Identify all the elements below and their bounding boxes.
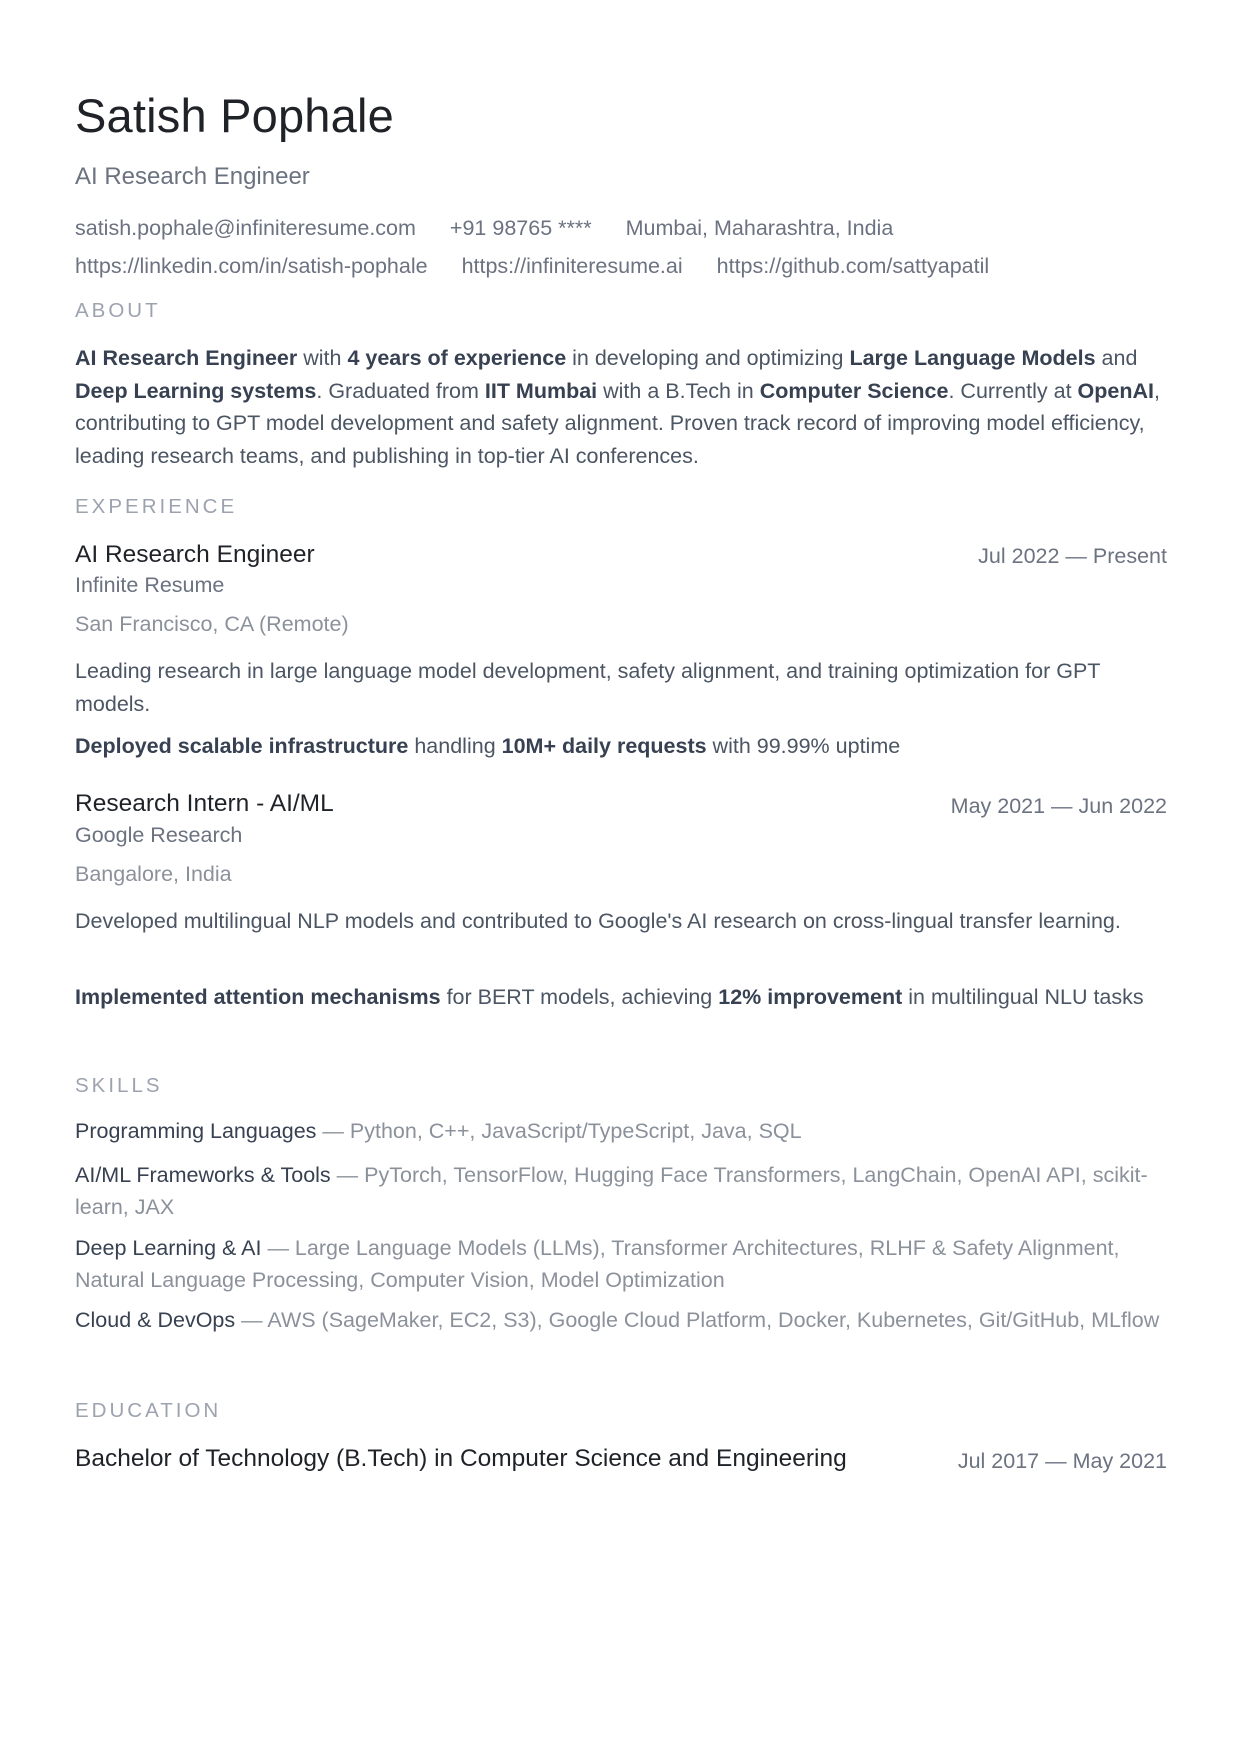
body-text: handling: [408, 734, 502, 758]
emphasis-text: 12% improvement: [718, 985, 903, 1009]
skill-category: Cloud & DevOps: [75, 1308, 236, 1332]
skill-values: AWS (SageMaker, EC2, S3), Google Cloud Platform, Docker, Kubernetes, Git/GitHub, MLflow: [267, 1308, 1160, 1332]
about-paragraph: [75, 342, 1167, 472]
skill-separator: —: [235, 1308, 268, 1332]
job-summary: Leading research in large language model development, safety alignment, and training optimization for GPT models.: [75, 659, 1101, 716]
contact-row-primary: [75, 216, 927, 241]
body-text: with a B.Tech in: [597, 378, 760, 403]
section-title-education: EDUCATION: [75, 1399, 222, 1422]
email-link[interactable]: satish.pophale@infiniteresume.com: [75, 216, 416, 240]
skill-item: [75, 1233, 1167, 1296]
emphasis-text: IIT Mumbai: [484, 378, 598, 403]
emphasis-text: Computer Science: [759, 378, 949, 403]
emphasis-text: AI Research Engineer: [75, 346, 298, 370]
body-text: with: [297, 346, 348, 370]
body-text: , contributing to GPT model development and safety alignment. Proven track record of improving model efficiency, leading research teams, and publishing in top-tier AI conferences.: [75, 378, 1160, 468]
skill-category: Deep Learning & AI: [75, 1236, 262, 1260]
location-text: Mumbai, Maharashtra, India: [625, 216, 894, 240]
job-title: Research Intern - AI/ML: [75, 790, 334, 817]
skill-values: Large Language Models (LLMs), Transformer Architectures, RLHF & Safety Alignment, Natural Language Processing, Computer Vision, Model Optimization: [75, 1236, 1120, 1292]
job-title: AI Research Engineer: [75, 541, 315, 568]
body-text: with 99.99% uptime: [706, 734, 901, 758]
body-text: . Currently at: [948, 378, 1078, 403]
emphasis-text: Deployed scalable infrastructure: [75, 734, 409, 758]
section-title-about: ABOUT: [75, 299, 161, 322]
section-title-experience: EXPERIENCE: [75, 495, 238, 518]
body-text: and: [1095, 346, 1138, 370]
skill-separator: —: [316, 1119, 350, 1143]
emphasis-text: Implemented attention mechanisms: [75, 985, 441, 1009]
job-location: San Francisco, CA (Remote): [75, 612, 349, 636]
skill-category: Programming Languages: [75, 1119, 317, 1143]
body-text: in developing and optimizing: [566, 346, 850, 370]
github-link[interactable]: https://github.com/sattyapatil: [716, 254, 990, 278]
skill-separator: —: [261, 1236, 295, 1260]
skill-category: AI/ML Frameworks & Tools: [75, 1163, 331, 1187]
emphasis-text: 10M+ daily requests: [501, 734, 707, 758]
job-company: Infinite Resume: [75, 573, 225, 597]
phone-text: +91 98765 ****: [449, 216, 592, 240]
candidate-role: AI Research Engineer: [75, 163, 310, 190]
job-date: May 2021 — Jun 2022: [950, 794, 1167, 818]
skill-item: [75, 1160, 1167, 1223]
skill-item: [75, 1305, 1167, 1337]
emphasis-text: OpenAI: [1077, 378, 1154, 403]
candidate-name: Satish Pophale: [75, 89, 394, 142]
education-degree: Bachelor of Technology (B.Tech) in Computer Science and Engineering: [75, 1445, 847, 1472]
body-text: . Graduated from: [316, 378, 485, 403]
job-highlight: [75, 730, 1167, 763]
skill-values: Python, C++, JavaScript/TypeScript, Java, SQL: [349, 1119, 802, 1143]
linkedin-link[interactable]: https://linkedin.com/in/satish-pophale: [75, 254, 428, 278]
body-text: in multilingual NLU tasks: [902, 985, 1144, 1009]
emphasis-text: 4 years of experience: [347, 346, 567, 370]
job-location: Bangalore, India: [75, 862, 232, 886]
job-summary: Developed multilingual NLP models and contributed to Google's AI research on cross-lingual transfer learning.: [75, 909, 1121, 933]
section-title-skills: SKILLS: [75, 1074, 163, 1097]
contact-row-links: [75, 254, 1023, 279]
job-date: Jul 2022 — Present: [978, 544, 1167, 568]
emphasis-text: Deep Learning systems: [75, 378, 317, 403]
website-link[interactable]: https://infiniteresume.ai: [461, 254, 683, 278]
job-company: Google Research: [75, 823, 243, 847]
body-text: for BERT models, achieving: [440, 985, 719, 1009]
skill-item: [75, 1116, 1167, 1148]
job-highlight: [75, 981, 1167, 1014]
skill-values: PyTorch, TensorFlow, Hugging Face Transformers, LangChain, OpenAI API, scikit-learn, JAX: [75, 1163, 1148, 1219]
education-date: Jul 2017 — May 2021: [957, 1449, 1167, 1473]
skill-separator: —: [330, 1163, 365, 1187]
emphasis-text: Large Language Models: [849, 346, 1096, 370]
